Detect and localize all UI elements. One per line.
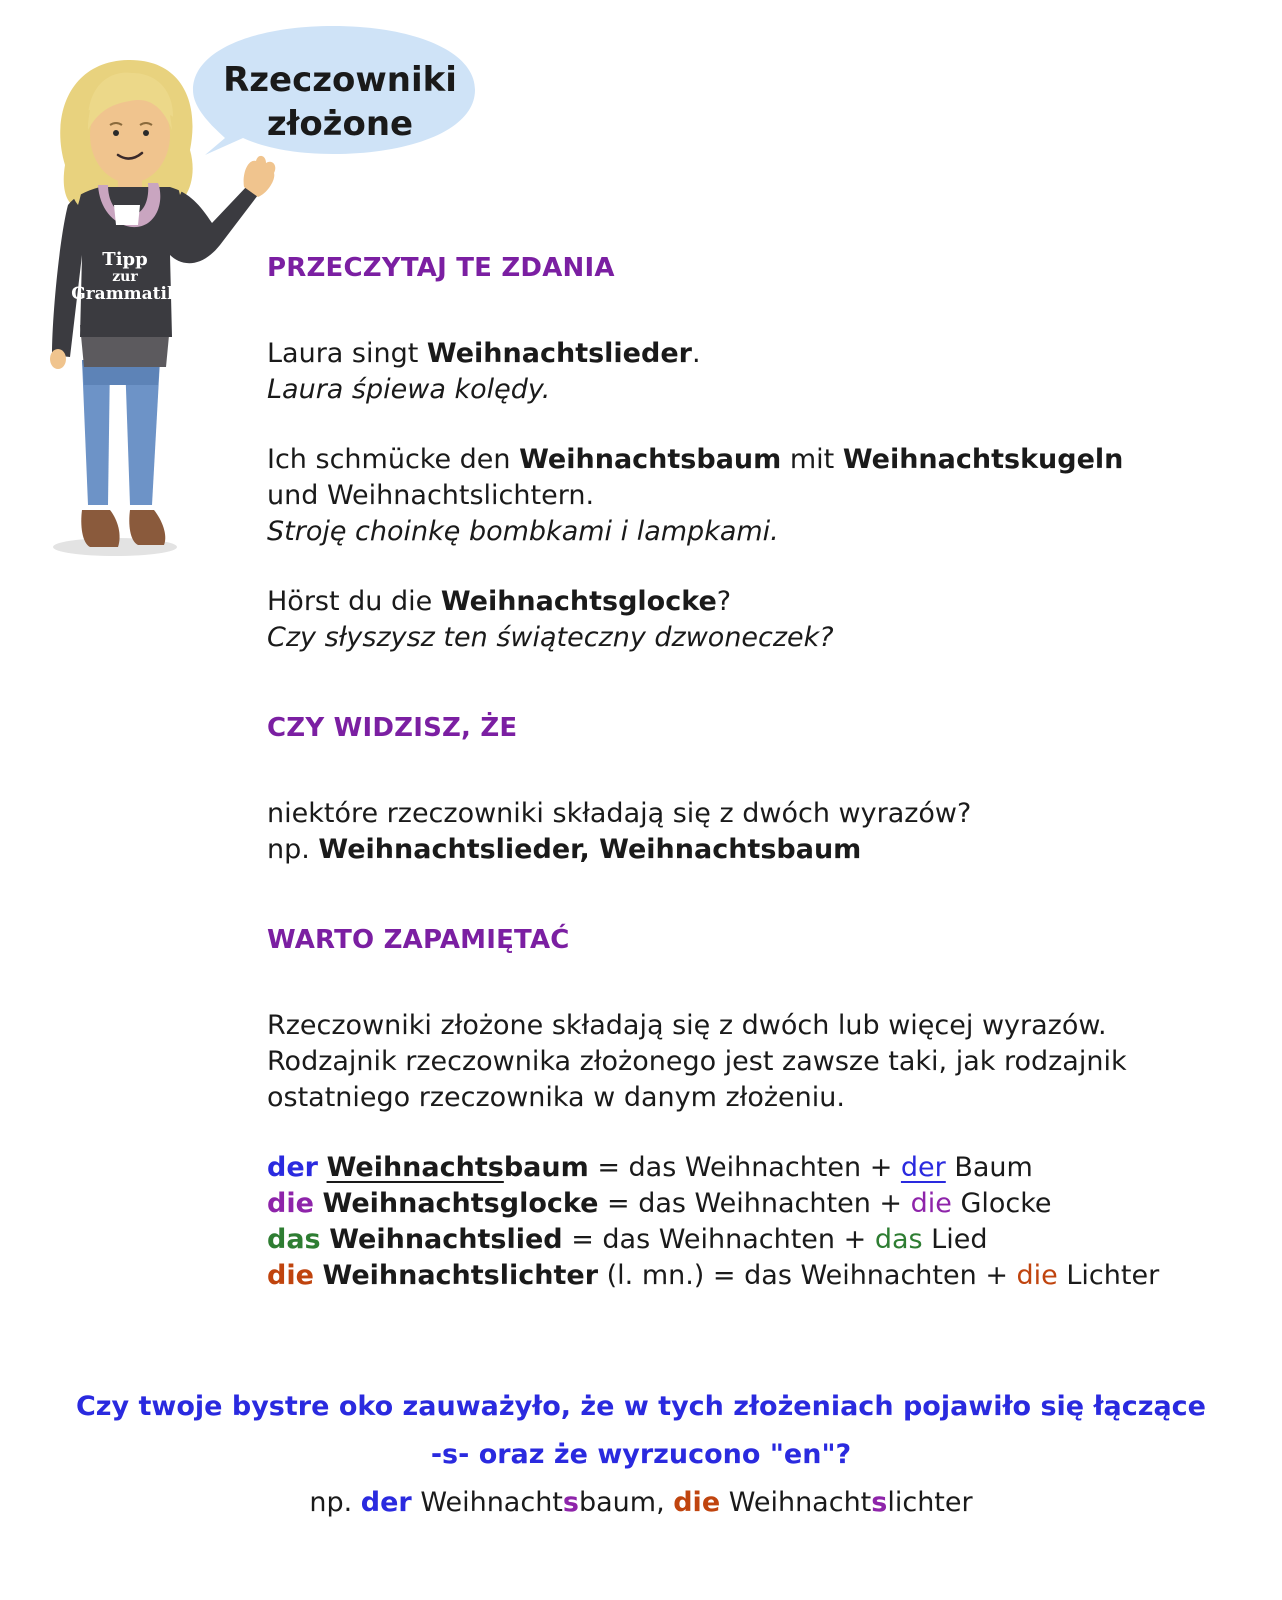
question-example2-part2: lichter	[887, 1487, 973, 1518]
sentence-1-text: Laura singt	[267, 338, 427, 369]
section-read-sentences	[267, 250, 1247, 656]
section2-np: np.	[267, 834, 319, 865]
compound-row-lichter	[267, 1258, 1247, 1294]
compound-noun-lied: Weihnachtslied	[329, 1224, 563, 1255]
rule-line-2: Rodzajnik rzeczownika złożonego jest zawsze taki, jak rodzajnik	[267, 1046, 1127, 1077]
sentence-2	[267, 442, 1247, 478]
shirt-text-line2: zur	[112, 269, 138, 285]
sentence-3-noun: Weihnachtsglocke	[440, 586, 717, 617]
sentence-3-end: ?	[716, 586, 732, 617]
base-noun-lied: Lied	[922, 1224, 988, 1255]
base-article-die: die	[910, 1188, 952, 1219]
compound-row-glocke-mid: = das Weihnachten +	[598, 1188, 911, 1219]
plural-note: (l. mn.)	[598, 1260, 705, 1291]
linking-s-2: s	[871, 1487, 888, 1518]
section3-heading: WARTO ZAPAMIĘTAĆ	[267, 925, 570, 955]
question-example1-part2: baum,	[578, 1487, 674, 1518]
base-noun-baum: Baum	[945, 1152, 1033, 1183]
sentence-1	[267, 336, 1247, 372]
bubble-title-line2: złożone	[266, 104, 414, 144]
shirt-text-line1: Tipp	[102, 249, 148, 270]
article-die: die	[267, 1188, 314, 1219]
section2-examples	[267, 832, 1247, 868]
sentence-2-noun1: Weihnachtsbaum	[519, 444, 782, 475]
question-line-2: -s- oraz że wyrzucono "en"?	[430, 1439, 852, 1470]
bubble-title-line1: Rzeczowniki	[223, 60, 457, 100]
rule-line-3: ostatniego rzeczownika w danym złożeniu.	[267, 1082, 845, 1113]
base-noun-glocke: Glocke	[951, 1188, 1052, 1219]
compound-noun-lichter: Weihnachtslichter	[322, 1260, 599, 1291]
section-remember	[267, 922, 1247, 1294]
question-line-1: Czy twoje bystre oko zauważyło, że w tych złożeniach pojawiło się łączące	[75, 1391, 1206, 1422]
question-block	[0, 1383, 1282, 1527]
sentence-1-translation: Laura śpiewa kolędy.	[267, 374, 551, 405]
compound-row-lied-mid: = das Weihnachten +	[562, 1224, 875, 1255]
compound-noun-baum-part1: Weihnachts	[326, 1152, 504, 1183]
sentence-1-noun: Weihnachtslieder	[426, 338, 692, 369]
section2-line1: niektóre rzeczowniki składają się z dwóch wyrazów?	[267, 798, 972, 829]
sentence-3	[267, 584, 1247, 620]
compound-row-lichter-mid: = das Weihnachten +	[704, 1260, 1017, 1291]
section1-heading: PRZECZYTAJ TE ZDANIA	[267, 253, 615, 283]
bubble-title	[195, 58, 485, 146]
rule-line-1: Rzeczowniki złożone składają się z dwóch lub więcej wyrazów.	[267, 1010, 1107, 1041]
sentence-2-text: Ich schmücke den	[267, 444, 520, 475]
base-article-das: das	[874, 1224, 923, 1255]
compound-row-baum-mid: = das Weihnachten +	[588, 1152, 901, 1183]
section2-heading: CZY WIDZISZ, ŻE	[267, 713, 518, 743]
linking-s-1: s	[562, 1487, 579, 1518]
article-die-plural: die	[267, 1260, 314, 1291]
compound-row-glocke	[267, 1186, 1247, 1222]
sentence-2-noun2: Weihnachtskugeln	[842, 444, 1124, 475]
sentence-1-end: .	[691, 338, 701, 369]
base-noun-lichter: Lichter	[1057, 1260, 1160, 1291]
sentence-2-translation: Stroję choinkę bombkami i lampkami.	[267, 516, 779, 547]
question-article-der: der	[360, 1487, 412, 1518]
sentence-3-text: Hörst du die	[267, 586, 441, 617]
compound-noun-baum	[327, 1152, 589, 1183]
compound-noun-baum-part2: baum	[503, 1152, 589, 1183]
section2-example-nouns: Weihnachtslieder, Weihnachtsbaum	[318, 834, 862, 865]
shirt-text-line3: Grammatik	[71, 284, 179, 304]
article-der: der	[267, 1152, 318, 1183]
sentence-2-mid: mit	[781, 444, 843, 475]
article-das: das	[267, 1224, 321, 1255]
compound-row-baum	[267, 1150, 1247, 1186]
question-examples	[0, 1479, 1282, 1527]
sentence-2-line2: und Weihnachtslichtern.	[267, 480, 595, 511]
compound-row-lied	[267, 1222, 1247, 1258]
question-article-die: die	[673, 1487, 721, 1518]
base-article-der: der	[900, 1152, 946, 1183]
sentence-3-translation: Czy słyszysz ten świąteczny dzwoneczek?	[267, 622, 834, 653]
question-np: np.	[309, 1487, 361, 1518]
base-article-die-plural: die	[1016, 1260, 1058, 1291]
question-example2-part1: Weihnacht	[720, 1487, 872, 1518]
compound-noun-glocke: Weihnachtsglocke	[322, 1188, 599, 1219]
question-example1-part1: Weihnacht	[411, 1487, 563, 1518]
section-do-you-see	[267, 710, 1247, 868]
